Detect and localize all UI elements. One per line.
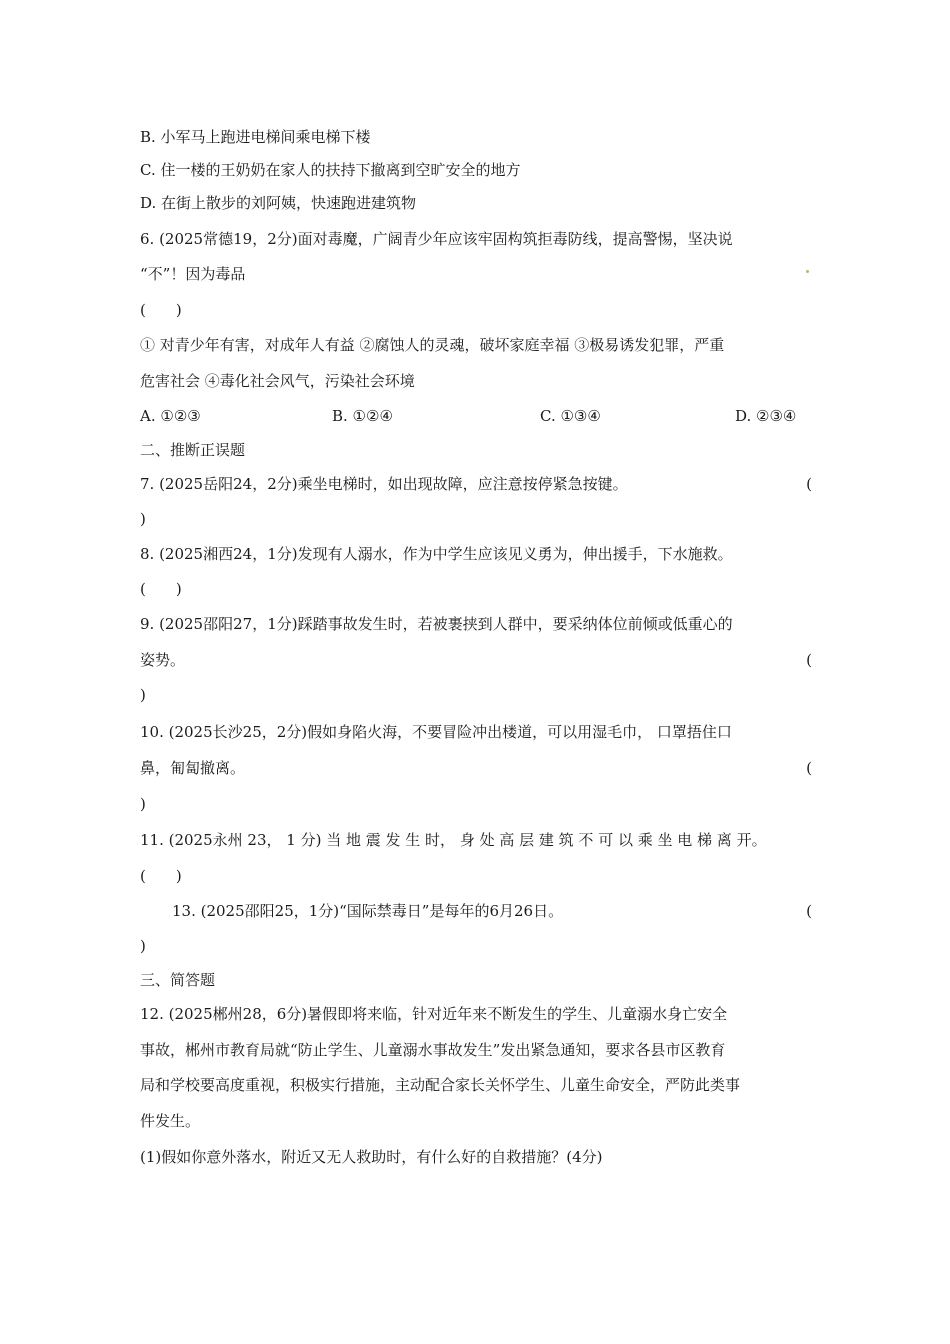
q10-text-line1: 10. (2025长沙25，2分)假如身陷火海，不要冒险冲出楼道，可以用湿毛巾， 口罩捂住口: [140, 723, 732, 741]
q10-paren-close: ): [140, 795, 146, 813]
q10-paren-open: (: [806, 759, 812, 777]
q6-option-d: D. ②③④: [735, 407, 797, 425]
q7-text: 7. (2025岳阳24，2分)乘坐电梯时，如出现故障，应注意按停紧急按键。: [140, 475, 628, 493]
q5-option-d: D. 在街上散步的刘阿姨，快速跑进建筑物: [140, 194, 417, 212]
q5-option-c: C. 住一楼的王奶奶在家人的扶持下撤离到空旷安全的地方: [140, 161, 521, 179]
q6-answer-paren: ( ): [140, 301, 182, 319]
q6-option-b: B. ①②④: [332, 407, 393, 425]
q6-option-c: C. ①③④: [540, 407, 601, 425]
q11-text: 11. (2025永州 23， 1 分) 当 地 震 发 生 时， 身 处 高 层 建 筑 不 可 以 乘 坐 电 梯 离 开。: [140, 831, 767, 849]
q13-paren-open: (: [806, 902, 812, 920]
q11-paren: ( ): [140, 867, 182, 885]
q6-statements-line1: ① 对青少年有害，对成年人有益 ②腐蚀人的灵魂，破坏家庭幸福 ③极易诱发犯罪，严重: [140, 336, 725, 354]
q6-option-a: A. ①②③: [140, 407, 201, 425]
q9-text-line1: 9. (2025邵阳27，1分)踩踏事故发生时，若被裹挟到人群中，要采纳体位前倾或低重心的: [140, 615, 733, 633]
q6-stem-line2: “不”！因为毒品: [140, 265, 246, 283]
q9-paren-close: ): [140, 686, 146, 704]
section-2-heading: 二、推断正误题: [140, 441, 246, 459]
q10-text-line2: 鼻，匍匐撤离。: [140, 759, 246, 777]
q12-text-line1: 12. (2025郴州28，6分)暑假即将来临，针对近年来不断发生的学生、儿童溺水身亡安全: [140, 1005, 728, 1023]
stray-dot: [806, 270, 809, 273]
q12-text-line3: 局和学校要高度重视，积极实行措施，主动配合家长关怀学生、儿童生命安全，严防此类事: [140, 1076, 741, 1094]
section-3-heading: 三、简答题: [140, 971, 216, 989]
q13-paren-close: ): [140, 937, 146, 955]
q7-paren-close: ): [140, 510, 146, 528]
q12-subquestion-1: (1)假如你意外落水，附近又无人救助时，有什么好的自救措施？(4分): [140, 1148, 603, 1166]
q9-text-line2: 姿势。: [140, 651, 186, 669]
q8-text: 8. (2025湘西24，1分)发现有人溺水，作为中学生应该见义勇为，伸出援手，下水施救。: [140, 545, 733, 563]
q12-text-line4: 件发生。: [140, 1112, 201, 1130]
q6-statements-line2: 危害社会 ④毒化社会风气，污染社会环境: [140, 372, 415, 390]
q8-paren: ( ): [140, 580, 182, 598]
q5-option-b: B. 小军马上跑进电梯间乘电梯下楼: [140, 128, 371, 146]
q12-text-line2: 事故，郴州市教育局就“防止学生、儿童溺水事故发生”发出紧急通知，要求各县市区教育: [140, 1041, 726, 1059]
q13-text: 13. (2025邵阳25，1分)“国际禁毒日”是每年的6月26日。: [172, 902, 564, 920]
q7-paren-open: (: [806, 475, 812, 493]
q6-stem-line1: 6. (2025常德19，2分)面对毒魔，广阔青少年应该牢固构筑拒毒防线，提高警惕，坚决说: [140, 230, 733, 248]
q9-paren-open: (: [806, 651, 812, 669]
